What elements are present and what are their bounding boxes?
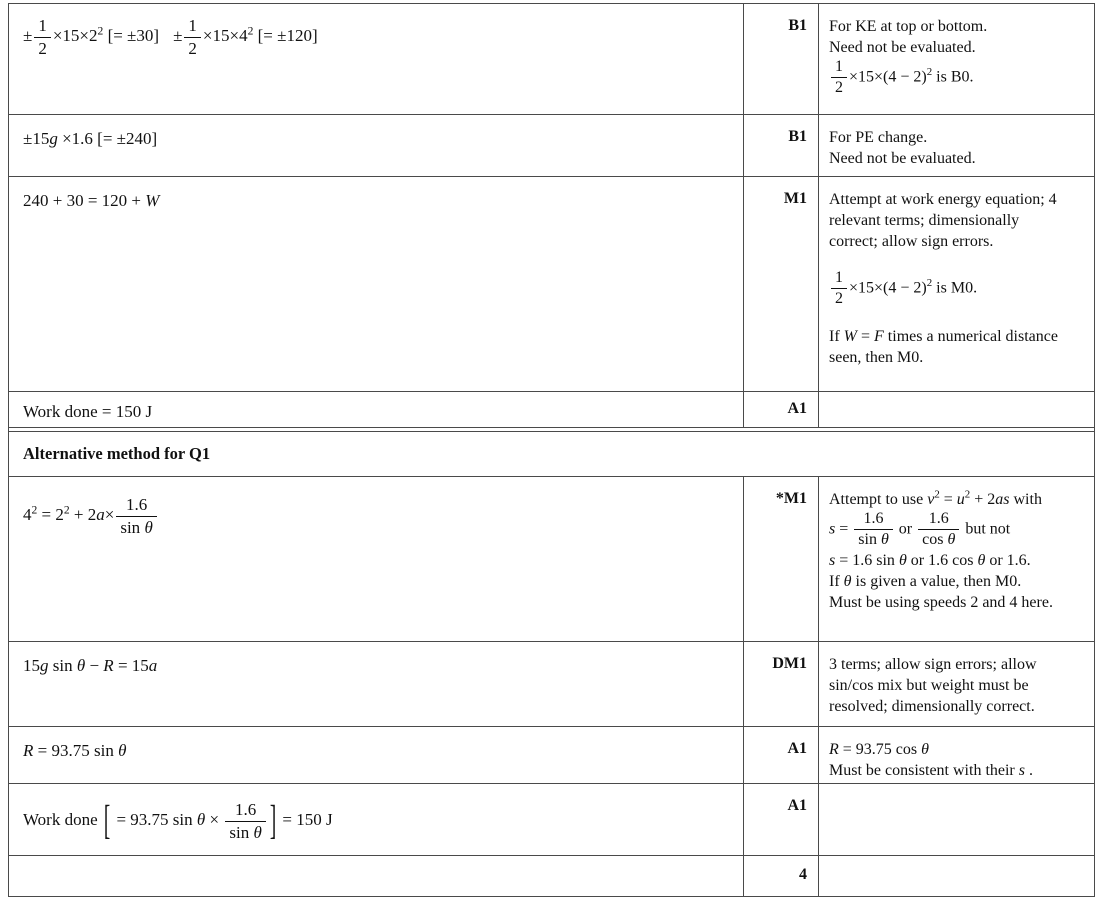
working-cell bbox=[9, 784, 744, 855]
text-line: ±15g ×1.6 [= ±240] bbox=[23, 129, 158, 148]
comment-cell bbox=[819, 4, 1094, 114]
text-line: Need not be evaluated. bbox=[829, 150, 976, 167]
text-line: $\frac{1}{2}$ $\times 15\times(4 - 2)^2$ is B0. bbox=[829, 58, 1088, 98]
text-line: sin/cos mix but weight must be bbox=[829, 677, 1029, 694]
comment-cell bbox=[819, 477, 1094, 641]
text-line: R = 93.75 sin θ bbox=[23, 741, 127, 760]
text-line: Work done [ = 93.75 sin θ × $\frac{1.6}{\text{sin θ}}$ ] = 150 J bbox=[23, 800, 729, 842]
text-line: relevant terms; dimensionally bbox=[829, 212, 1020, 229]
text-line: seen, then M0. bbox=[829, 348, 924, 366]
fraction: $\frac{1}{2}$ bbox=[829, 269, 849, 309]
text-line: 3 terms; allow sign errors; allow bbox=[829, 656, 1037, 673]
text-line: resolved; dimensionally correct. bbox=[829, 698, 1035, 715]
text-line: s = $\frac{1.6}{\text{sin θ}}$ or $\frac{1.6}{\text{cos θ}}$ but not bbox=[829, 510, 1011, 549]
text-line: Attempt to use $v^2 = u^2 + 2as$ with bbox=[829, 488, 1042, 508]
alt-method-header-row bbox=[9, 432, 1094, 477]
comment-cell bbox=[819, 727, 1094, 783]
table-row bbox=[9, 392, 1094, 428]
text-line: For KE at top or bottom. bbox=[829, 18, 988, 35]
text-line: $\frac{1}{2}$ $\times 15\times(4 - 2)^2$ is M0. bbox=[829, 269, 1088, 309]
fraction: $\frac{1}{2}$ bbox=[32, 16, 53, 58]
mark-cell: A1 bbox=[744, 392, 819, 427]
fraction: $\frac{1.6}{\text{sin θ}}$ bbox=[223, 800, 267, 842]
working-cell bbox=[9, 856, 744, 896]
text-line: 15g sin θ − R = 15a bbox=[23, 656, 158, 675]
table-row bbox=[9, 115, 1094, 177]
table-row bbox=[9, 784, 1094, 856]
fraction: $\frac{1}{2}$ bbox=[182, 16, 203, 58]
fraction: $\frac{1}{2}$ bbox=[829, 58, 849, 98]
fraction: $\frac{1.6}{\text{sin θ}}$ bbox=[852, 510, 895, 550]
alt-method-header: Alternative method for Q1 bbox=[23, 444, 211, 463]
text-line: Need not be evaluated. bbox=[829, 39, 976, 56]
mark-cell: A1 bbox=[744, 727, 819, 783]
comment-cell bbox=[819, 856, 1094, 896]
working-cell bbox=[9, 477, 744, 641]
fraction: $\frac{1.6}{\text{cos θ}}$ bbox=[916, 510, 961, 550]
working-cell bbox=[9, 177, 744, 391]
comment-cell bbox=[819, 392, 1094, 427]
fraction: $\frac{1.6}{\text{sin θ}}$ bbox=[114, 495, 158, 537]
working-cell bbox=[9, 115, 744, 176]
working-cell bbox=[9, 727, 744, 783]
text-line bbox=[829, 309, 1088, 326]
text-line: Must be using speeds 2 and 4 here. bbox=[829, 593, 1053, 611]
comment-cell bbox=[819, 642, 1094, 726]
comment-cell bbox=[819, 784, 1094, 855]
comment-cell bbox=[819, 115, 1094, 176]
text-line: Must be consistent with their s . bbox=[829, 762, 1033, 779]
tall-bracket: [ bbox=[103, 798, 111, 844]
mark-cell: *M1 bbox=[744, 477, 819, 641]
working-cell bbox=[9, 392, 744, 427]
mark-cell: DM1 bbox=[744, 642, 819, 726]
total-row bbox=[9, 856, 1094, 896]
total-marks-cell: 4 bbox=[744, 856, 819, 896]
text-line: For PE change. bbox=[829, 129, 928, 146]
text-line: Attempt at work energy equation; 4 bbox=[829, 191, 1057, 208]
text-line bbox=[829, 252, 1088, 269]
text-line: 240 + 30 = 120 + W bbox=[23, 191, 160, 210]
comment-cell bbox=[819, 177, 1094, 391]
mark-cell: B1 bbox=[744, 4, 819, 114]
table-row bbox=[9, 4, 1094, 115]
table-row bbox=[9, 477, 1094, 642]
table-row bbox=[9, 642, 1094, 727]
text-line: correct; allow sign errors. bbox=[829, 233, 994, 250]
text-line: If W = F times a numerical distance bbox=[829, 327, 1058, 345]
mark-cell: M1 bbox=[744, 177, 819, 391]
working-cell bbox=[9, 4, 744, 114]
mark-scheme-table bbox=[8, 3, 1095, 897]
table-row bbox=[9, 177, 1094, 392]
text-line: R = 93.75 cos θ bbox=[829, 741, 929, 758]
text-line: If θ is given a value, then M0. bbox=[829, 572, 1022, 590]
mark-cell: B1 bbox=[744, 115, 819, 176]
text-line: s = 1.6 sin θ or 1.6 cos θ or 1.6. bbox=[829, 551, 1031, 569]
tall-bracket: ] bbox=[269, 798, 277, 844]
mark-cell: A1 bbox=[744, 784, 819, 855]
text-line: $4^2 = 2^2 + 2a\times$ $\frac{1.6}{\text{sin θ}}$ bbox=[23, 495, 729, 537]
text-line: ± $\frac{1}{2}$ $\times 15\times 2^2$ [= ±30] ± $\frac{1}{2}$ $\times 15\times 4^2$ [= ±120] bbox=[23, 16, 318, 58]
table-row bbox=[9, 727, 1094, 784]
working-cell bbox=[9, 642, 744, 726]
text-line: Work done = 150 J bbox=[23, 402, 153, 421]
